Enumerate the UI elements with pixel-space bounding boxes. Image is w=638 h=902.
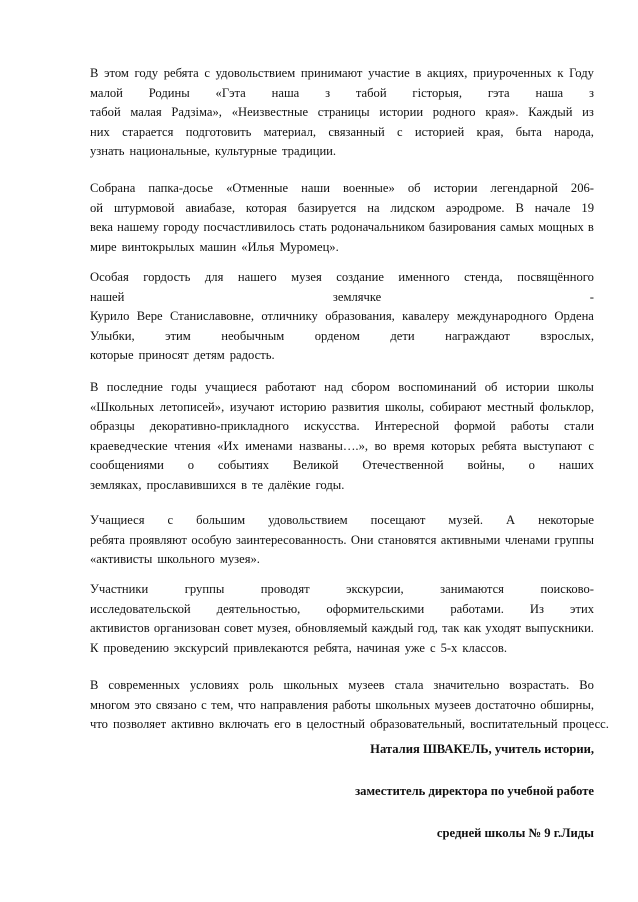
word: группы [554,532,594,547]
word: быта [515,124,542,139]
word: классов. [462,640,507,655]
word: именами [245,438,293,453]
word: обновляемый [295,621,368,636]
word: начале [534,200,571,215]
word: ой [90,200,104,215]
text-line [90,64,594,84]
paragraph-intro [90,64,594,162]
word: городу [163,220,200,235]
word: чтения [173,438,211,453]
word: наших [558,458,594,473]
paragraph-students [90,511,594,570]
word: «Школьных [90,399,155,414]
word: гордость [143,270,191,284]
word: для [204,270,224,284]
word: активно [171,717,214,732]
word: работы [332,697,371,712]
word: родоначальником [330,220,425,235]
word: организован [153,621,220,636]
word: многом [90,697,130,712]
word: авиабазе, [185,200,236,215]
word: декоративно-прикладного [149,419,289,434]
word: награждают [445,328,510,343]
word: совет [224,621,253,636]
text-line [90,437,594,457]
word: формой [454,419,496,434]
word: посещают [370,513,426,527]
text-line [90,619,594,639]
word: музея». [219,552,260,567]
word: группы [184,582,225,596]
word: приносят [138,348,189,363]
word: названы….», [298,438,369,453]
word: з [588,85,594,100]
word: уже [404,640,426,655]
word: «Гэта [215,85,246,100]
paragraph-activists [90,580,594,658]
word: с [430,640,436,655]
signature-position: заместитель директора по учебной работе [355,784,594,798]
word: которых [431,438,476,453]
text-line [90,398,594,418]
word: «Илья [241,239,275,254]
word: «Их [217,438,239,453]
word: сбором [351,380,390,394]
word: некоторые [538,513,594,527]
word: Участники [90,582,149,596]
word: малой [90,85,123,100]
word: музея, [257,621,291,636]
word: А [506,513,516,527]
text-line [90,456,594,476]
word: школы [557,380,594,394]
word: членами [504,532,551,547]
word: музея [291,270,322,284]
word: папка-досье [148,181,213,195]
word: посвящённого [517,270,594,284]
word: условиях [189,678,240,692]
word: удовольствием [215,66,296,80]
word: целостный [306,717,366,732]
word: экскурсий [173,640,229,655]
word: начиная [356,640,400,655]
word: к [557,66,564,80]
word: стали [563,419,594,434]
word: 19 [581,200,594,215]
word: так [442,621,460,636]
word: о [528,458,535,473]
word: далёкие [268,477,311,492]
word: Отечественной [362,458,444,473]
word: дети [390,328,415,343]
word: приуроченных [473,66,552,80]
word: Радзіма», [171,105,222,120]
word: с [201,697,207,712]
word: проводят [260,582,310,596]
word: Родины [148,85,190,100]
word: с [204,66,210,80]
word: базирования [428,220,496,235]
word: выступают [523,438,582,453]
signature-name: Наталия ШВАКЕЛЬ, учитель истории, [370,742,594,756]
word: воспитательный [470,717,558,732]
word: что [90,717,108,732]
word: годы [171,380,197,394]
text-line [90,378,594,398]
word: нашего [237,270,277,284]
text-line [90,550,594,570]
word: края». [485,105,519,120]
word: машин [199,239,237,254]
word: значительно [433,678,500,692]
word: табой [355,85,387,100]
word: радость. [229,348,275,363]
word: К [90,640,99,655]
word: в [587,220,594,235]
text-line [90,676,594,696]
word: нашему [117,220,160,235]
word: «Неизвестные [231,105,309,120]
word: возрастать. [509,678,570,692]
word: деятельностью, [216,601,301,616]
text-line [90,307,594,327]
word: занимаются [440,582,504,596]
word: из [582,105,594,120]
word: становятся [377,532,437,547]
word: музей. [448,513,484,527]
text-line [90,715,609,735]
word: них [90,124,110,139]
text-line [90,142,594,162]
paragraph-dossier [90,179,594,257]
word: оформительскими [326,601,425,616]
text-line [90,199,594,219]
word: изучают [229,399,275,414]
word: аэродроме. [445,200,505,215]
word: тем, [211,697,234,712]
word: истории [433,181,478,195]
word: народа, [554,124,594,139]
text-line [90,476,594,496]
text-line [90,103,594,123]
word: над [324,380,343,394]
word: позволяет [112,717,167,732]
word: которые [90,348,134,363]
word: стать [299,220,327,235]
word: школы, [384,399,425,414]
word: достаточно [475,697,536,712]
word: легендарной [490,181,558,195]
word: этом [104,66,129,80]
word: стала [394,678,424,692]
word: поисково- [540,582,594,596]
word: с [588,438,594,453]
word: культурные [215,144,278,159]
word: акциях, [427,66,468,80]
signature-school: средней школы № 9 г.Лиды [436,826,594,840]
word: проявляют [129,532,187,547]
word: создание [336,270,384,284]
word: ребята [481,438,517,453]
word: з [325,85,331,100]
word: образцы [90,419,135,434]
word: его [274,717,291,732]
word: процесс. [562,717,609,732]
word: годы. [315,477,345,492]
word: в [415,66,422,80]
word: Каждый [528,105,573,120]
word: обширны, [540,697,594,712]
word: искусства. [303,419,360,434]
word: ребята, [313,640,352,655]
text-line [90,123,594,143]
word: военные» [343,181,395,195]
word: наша [271,85,300,100]
word: участие [368,66,410,80]
text-line [90,238,594,258]
word: привлекаются [233,640,309,655]
word: собирают [429,399,482,414]
word: об [484,380,498,394]
word: школьных [283,678,339,692]
word: табой [90,105,121,120]
word: году [134,66,159,80]
word: винтокрылых [121,239,195,254]
word: время [393,438,425,453]
word: - [589,289,594,304]
text-line [90,327,594,347]
word: на [367,200,380,215]
word: заинтересованность. [235,532,347,547]
word: проведению [103,640,169,655]
word: края, [476,124,504,139]
word: принимают [300,66,363,80]
word: войны, [467,458,505,473]
word: Муромец». [279,239,339,254]
word: кавалеру [402,309,450,324]
word: активистов [90,621,150,636]
text-line [90,288,594,308]
word: гісторыя, [412,85,462,100]
word: историей [414,124,465,139]
word: старается [122,124,174,139]
word: современных [108,678,180,692]
word: исследовательской [90,601,191,616]
word: Году [569,66,594,80]
word: те [252,477,264,492]
word: это [134,697,152,712]
word: отличнику [261,309,318,324]
word: во [374,438,387,453]
word: этих [570,601,594,616]
word: Станиславовне, [170,309,255,324]
word: особую [191,532,232,547]
word: образования, [325,309,395,324]
word: родного [432,105,476,120]
word: Собрана [90,181,136,195]
word: прославившихся [146,477,237,492]
word: в [241,477,248,492]
word: материал, [263,124,317,139]
word: наши [301,181,330,195]
text-line [90,218,594,238]
word: В [90,380,99,394]
word: мире [90,239,117,254]
word: В [90,66,99,80]
text-line [90,179,594,199]
word: как [463,621,482,636]
text-line [90,600,594,620]
word: уходят [485,621,522,636]
word: в [295,717,302,732]
paragraph-conclusion [90,676,609,735]
word: летописей», [159,399,225,414]
word: краеведческие [90,438,168,453]
word: фольклор, [539,399,594,414]
word: самых [500,220,535,235]
text-line [90,696,594,716]
word: этим [165,328,191,343]
word: экскурсии, [346,582,404,596]
word: об [407,181,421,195]
word: земляках, [90,477,142,492]
word: века [90,220,113,235]
word: Курило [90,309,130,324]
word: удовольствием [268,513,348,527]
word: лидском [390,200,435,215]
paragraph-chronicles [90,378,594,496]
word: Они [350,532,374,547]
word: большим [196,513,246,527]
word: «активисты [90,552,153,567]
word: истории [379,105,424,120]
word: Вере [136,309,163,324]
word: малая [130,105,162,120]
word: гэта [487,85,510,100]
word: о [187,458,195,473]
word: историю [279,399,327,414]
word: развития [331,399,380,414]
word: которая [245,200,287,215]
paragraph-stand [90,268,594,366]
word: год, [417,621,438,636]
word: Учащиеся [90,513,145,527]
word: В [90,678,99,692]
word: Ордена [554,309,594,324]
word: с [397,124,403,139]
word: страницы [317,105,370,120]
word: штурмовой [113,200,175,215]
word: ребята [163,66,199,80]
text-line [90,511,594,531]
word: наша [535,85,564,100]
text-line [90,346,594,366]
word: стенда, [464,270,503,284]
word: базируется [297,200,357,215]
word: работами. [450,601,504,616]
word: землячке [332,289,382,304]
word: 206- [570,181,594,195]
word: взрослых, [540,328,594,343]
word: роль [249,678,274,692]
word: Из [529,601,544,616]
word: Особая [90,270,129,284]
word: ребята [90,532,126,547]
word: нашей [90,289,125,304]
text-line [90,417,594,437]
word: истории [505,380,550,394]
word: последние [106,380,163,394]
text-line [90,268,594,288]
word: посчастливилось [203,220,295,235]
word: образовательный, [370,717,466,732]
word: с [167,513,174,527]
text-line [90,84,594,104]
word: международного [456,309,547,324]
word: подготовить [185,124,252,139]
word: школьных [375,697,431,712]
word: традиции. [282,144,337,159]
word: что [237,697,256,712]
word: Великой [292,458,339,473]
word: работают [265,380,316,394]
word: именного [398,270,450,284]
word: событиях [217,458,270,473]
word: 5-х [440,640,458,655]
word: орденом [314,328,360,343]
word: направления [260,697,329,712]
word: необычным [221,328,285,343]
word: связанный [328,124,385,139]
word: национальные, [129,144,211,159]
word: музеев [434,697,472,712]
word: детям [193,348,225,363]
text-line [90,639,594,659]
word: В [515,200,524,215]
word: выпускники. [525,621,594,636]
word: воспоминаний [398,380,477,394]
word: школьного [157,552,215,567]
word: музеев [348,678,385,692]
word: Во [579,678,594,692]
word: активными [440,532,501,547]
word: включать [218,717,270,732]
word: Улыбки, [90,328,135,343]
word: сообщениями [90,458,164,473]
word: учащиеся [205,380,258,394]
text-line [90,531,594,551]
word: каждый [371,621,414,636]
word: Интересной [374,419,440,434]
word: узнать [90,144,125,159]
word: мощных [538,220,584,235]
word: местный [487,399,534,414]
word: работы [510,419,549,434]
text-line [90,580,594,600]
word: «Отменные [226,181,289,195]
word: связано [155,697,197,712]
